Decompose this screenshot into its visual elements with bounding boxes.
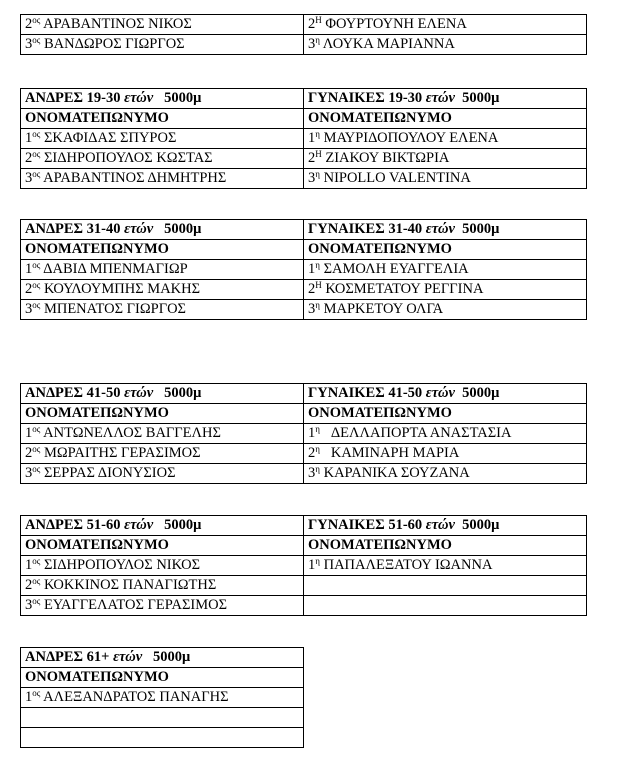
table-header-row bbox=[21, 648, 304, 668]
men-empty-cell bbox=[21, 708, 304, 728]
table-row bbox=[21, 15, 587, 35]
men-category-header: ΑΝΔΡΕΣ 51-60 ετών 5000μ bbox=[21, 516, 304, 536]
men-category-header: ΑΝΔΡΕΣ 61+ ετών 5000μ bbox=[21, 648, 304, 668]
table-header-row bbox=[21, 89, 587, 109]
women-1st-place: $1^\eta$ ΠΑΠΑΛΕΞΑΤΟΥ ΙΩΑΝΝΑ bbox=[304, 556, 587, 576]
column-header: ΟΝΟΜΑΤΕΠΩΝΥΜΟ bbox=[304, 109, 587, 129]
table-header-row bbox=[21, 384, 587, 404]
results-table-19-30 bbox=[20, 88, 587, 189]
table-row bbox=[21, 464, 587, 484]
men-1st-place: $1^{o\varsigma}$ ΣΙΔΗΡΟΠΟΥΛΟΣ ΝΙΚΟΣ bbox=[21, 556, 304, 576]
table-row bbox=[21, 35, 587, 55]
table-row bbox=[21, 728, 304, 748]
women-1st-place: $1^\eta$ ΣΑΜΟΛΗ ΕΥΑΓΓΕΛΙΑ bbox=[304, 260, 587, 280]
results-table-51-60 bbox=[20, 515, 587, 616]
table-row bbox=[21, 169, 587, 189]
table-row bbox=[21, 708, 304, 728]
women-category-header: ΓΥΝΑΙΚΕΣ 31-40 ετών 5000μ bbox=[304, 220, 587, 240]
column-header: ΟΝΟΜΑΤΕΠΩΝΥΜΟ bbox=[304, 240, 587, 260]
table-row bbox=[21, 444, 587, 464]
table-row bbox=[21, 424, 587, 444]
women-3rd-place: $3^\eta$ ΜΑΡΚΕΤΟΥ ΟΛΓΑ bbox=[304, 300, 587, 320]
results-table-41-50 bbox=[20, 383, 587, 484]
women-1st-place: $1^\eta$ ΜΑΥΡΙΔΟΠΟΥΛΟΥ ΕΛΕΝΑ bbox=[304, 129, 587, 149]
table-column-header-row bbox=[21, 109, 587, 129]
column-header: ΟΝΟΜΑΤΕΠΩΝΥΜΟ bbox=[304, 536, 587, 556]
table-row bbox=[21, 129, 587, 149]
table-column-header-row bbox=[21, 404, 587, 424]
men-1st-place: $1^{o\varsigma}$ ΑΝΤΩΝΕΛΛΟΣ ΒΑΓΓΕΛΗΣ bbox=[21, 424, 304, 444]
table-row bbox=[21, 300, 587, 320]
men-category-header: ΑΝΔΡΕΣ 31-40 ετών 5000μ bbox=[21, 220, 304, 240]
men-2nd-place: $2^{o\varsigma}$ ΣΙΔΗΡΟΠΟΥΛΟΣ ΚΩΣΤΑΣ bbox=[21, 149, 304, 169]
women-3rd-place: $3^\eta$ NIPOLLO VALENTINA bbox=[304, 169, 587, 189]
table-column-header-row bbox=[21, 240, 587, 260]
table-header-row bbox=[21, 516, 587, 536]
men-1st-place: $1^{o\varsigma}$ ΣΚΑΦΙΔΑΣ ΣΠΥΡΟΣ bbox=[21, 129, 304, 149]
table-header-row bbox=[21, 220, 587, 240]
results-table-31-40 bbox=[20, 219, 587, 320]
women-category-header: ΓΥΝΑΙΚΕΣ 19-30 ετών 5000μ bbox=[304, 89, 587, 109]
table-row bbox=[21, 260, 587, 280]
men-2nd-place: $2^{o\varsigma}$ ΜΩΡΑΙΤΗΣ ΓΕΡΑΣΙΜΟΣ bbox=[21, 444, 304, 464]
table-row bbox=[21, 576, 587, 596]
table-column-header-row bbox=[21, 668, 304, 688]
table-column-header-row bbox=[21, 536, 587, 556]
results-table-top bbox=[20, 14, 587, 55]
results-table-61-plus bbox=[20, 647, 304, 748]
women-category-header: ΓΥΝΑΙΚΕΣ 51-60 ετών 5000μ bbox=[304, 516, 587, 536]
table-row bbox=[21, 280, 587, 300]
men-3rd-place: $3^{o\varsigma}$ ΣΕΡΡΑΣ ΔΙΟΝΥΣΙΟΣ bbox=[21, 464, 304, 484]
table-row bbox=[21, 149, 587, 169]
table-row bbox=[21, 688, 304, 708]
women-1st-place: $1^\eta$ ΔΕΛΛΑΠΟΡΤΑ ΑΝΑΣΤΑΣΙΑ bbox=[304, 424, 587, 444]
women-category-header: ΓΥΝΑΙΚΕΣ 41-50 ετών 5000μ bbox=[304, 384, 587, 404]
women-3rd-place: $3^\eta$ ΚΑΡΑΝΙΚΑ ΣΟΥΖΑΝΑ bbox=[304, 464, 587, 484]
men-2nd-place: $2^{o\varsigma}$ ΚΟΚΚΙΝΟΣ ΠΑΝΑΓΙΩΤΗΣ bbox=[21, 576, 304, 596]
women-empty-cell bbox=[304, 596, 587, 616]
men-1st-place: $1^{o\varsigma}$ ΔΑΒΙΔ ΜΠΕΝΜΑΓΙΩΡ bbox=[21, 260, 304, 280]
column-header: ΟΝΟΜΑΤΕΠΩΝΥΜΟ bbox=[21, 404, 304, 424]
women-empty-cell bbox=[304, 576, 587, 596]
column-header: ΟΝΟΜΑΤΕΠΩΝΥΜΟ bbox=[21, 536, 304, 556]
women-2nd-place: $2^\eta$ ΚΑΜΙΝΑΡΗ ΜΑΡΙΑ bbox=[304, 444, 587, 464]
women-2nd-place: $2^H$ ΦΟΥΡΤΟΥΝΗ ΕΛΕΝΑ bbox=[304, 15, 587, 35]
men-1st-place: $1^{o\varsigma}$ ΑΛΕΞΑΝΔΡΑΤΟΣ ΠΑΝΑΓΗΣ bbox=[21, 688, 304, 708]
table-row bbox=[21, 596, 587, 616]
men-2nd-place: $2^{o\varsigma}$ ΚΟΥΛΟΥΜΠΗΣ ΜΑΚΗΣ bbox=[21, 280, 304, 300]
men-category-header: ΑΝΔΡΕΣ 19-30 ετών 5000μ bbox=[21, 89, 304, 109]
column-header: ΟΝΟΜΑΤΕΠΩΝΥΜΟ bbox=[304, 404, 587, 424]
table-row bbox=[21, 556, 587, 576]
women-3rd-place: $3^\eta$ ΛΟΥΚΑ ΜΑΡΙΑΝΝΑ bbox=[304, 35, 587, 55]
column-header: ΟΝΟΜΑΤΕΠΩΝΥΜΟ bbox=[21, 109, 304, 129]
men-category-header: ΑΝΔΡΕΣ 41-50 ετών 5000μ bbox=[21, 384, 304, 404]
men-3rd-place: $3^{o\varsigma}$ ΒΑΝΔΩΡΟΣ ΓΙΩΡΓΟΣ bbox=[21, 35, 304, 55]
column-header: ΟΝΟΜΑΤΕΠΩΝΥΜΟ bbox=[21, 668, 304, 688]
men-2nd-place: $2^{o\varsigma}$ ΑΡΑΒΑΝΤΙΝΟΣ ΝΙΚΟΣ bbox=[21, 15, 304, 35]
women-2nd-place: $2^H$ ΚΟΣΜΕΤΑΤΟΥ ΡΕΓΓΙΝΑ bbox=[304, 280, 587, 300]
men-3rd-place: $3^{o\varsigma}$ ΕΥΑΓΓΕΛΑΤΟΣ ΓΕΡΑΣΙΜΟΣ bbox=[21, 596, 304, 616]
column-header: ΟΝΟΜΑΤΕΠΩΝΥΜΟ bbox=[21, 240, 304, 260]
men-3rd-place: $3^{o\varsigma}$ ΜΠΕΝΑΤΟΣ ΓΙΩΡΓΟΣ bbox=[21, 300, 304, 320]
women-2nd-place: $2^H$ ΖΙΑΚΟΥ ΒΙΚΤΩΡΙΑ bbox=[304, 149, 587, 169]
men-3rd-place: $3^{o\varsigma}$ ΑΡΑΒΑΝΤΙΝΟΣ ΔΗΜΗΤΡΗΣ bbox=[21, 169, 304, 189]
men-empty-cell bbox=[21, 728, 304, 748]
